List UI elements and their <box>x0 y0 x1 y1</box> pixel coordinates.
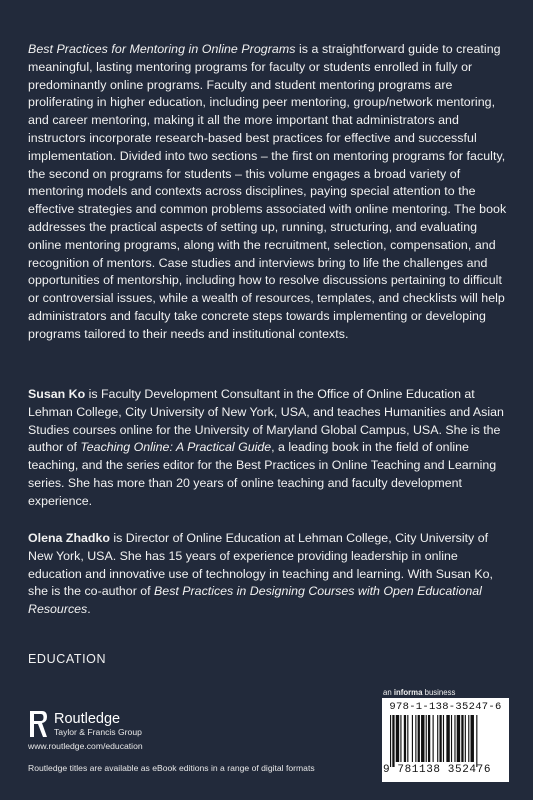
barcode-bar <box>457 715 460 762</box>
barcode-bar <box>433 715 434 762</box>
bio-book-title: Best Practices in Designing Courses with Open Educational Resources <box>28 584 482 617</box>
bio-text: is Faculty Development Consultant in the Office of Online Education at Lehman College, City University of New York, USA, and teaches Humanities and Asian Studies courses online for the University of Maryland Global Campus, USA. She is the author of <box>28 387 504 455</box>
barcode-bar <box>443 715 444 762</box>
publisher-url[interactable]: www.routledge.com/education <box>28 741 143 751</box>
barcode-bar <box>468 715 469 762</box>
isbn-text: 978-1-138-35247-6 <box>389 701 502 713</box>
barcode-bar <box>396 715 399 762</box>
barcode-bar <box>454 715 455 762</box>
publisher-logo <box>28 706 142 742</box>
barcode-bar <box>439 715 441 762</box>
barcode-bar <box>461 715 463 762</box>
author-bio-ko <box>28 386 512 511</box>
book-description <box>28 41 512 344</box>
barcode-bar <box>471 715 474 762</box>
bio-paragraph <box>28 386 512 511</box>
barcode-bar <box>404 715 406 762</box>
barcode-bar <box>421 715 424 762</box>
bio-paragraph <box>28 530 512 619</box>
barcode-bar <box>415 715 416 762</box>
barcode-bar <box>407 715 408 762</box>
bio-text: is Director of Online Education at Lehman College, City University of New York, USA. She has 15 years of experience providing leadership in online education and innovative use of technology in teaching and learning. With Susan Ko, she is the co-author of <box>28 531 493 599</box>
description-text: is a straightforward guide to creating meaningful, lasting mentoring programs for faculty or students enrolled in fully or predominantly online programs. Faculty and student mentoring programs are proliferating in higher education, including peer mentoring, group/network mentoring, and career mentoring, making it all the more important that administrators and instructors incorporate research-based best practices for effective and successful implementation. Divided into two sections – the first on mentoring programs for faculty, the second on programs for students – this volume engages a broad variety of mentoring models and contexts across disciplines, paying special attention to the effective strategies and common problems associated with online mentoring. The book addresses the practical aspects of setting up, running, structuring, and evaluating online mentoring programs, along with the recruitment, selection, compensation, and recognition of mentors. Case studies and interviews bring to life the challenges and opportunities of mentorship, including how to resolve discussions pertaining to difficult or controversial issues, while a wealth of resources, templates, and checklists will help administrators and faculty take concrete steps towards implementing or developing programs tailored to their needs and institutional contexts. <box>28 42 507 341</box>
barcode-bar <box>392 715 394 767</box>
bio-book-title: Teaching Online: A Practical Guide <box>80 440 272 455</box>
ebook-note: Routledge titles are available as eBook editions in a range of digital formats <box>28 763 315 773</box>
book-title: Best Practices for Mentoring in Online Programs <box>28 42 296 56</box>
barcode-bar <box>476 715 477 767</box>
description-paragraph <box>28 41 512 344</box>
bio-text: , a leading book in the field of online teaching, and the series editor for the Best Practices in Online Teaching and Learning series. She has more than 20 years of online teaching and faculty development experience. <box>28 440 497 508</box>
barcode-bar <box>437 715 438 762</box>
routledge-logo-icon <box>28 709 48 739</box>
publisher-name: Routledge <box>54 710 121 727</box>
author-name: Susan Ko <box>28 387 86 401</box>
barcode-bar <box>428 715 430 762</box>
author-bio-zhadko <box>28 530 512 619</box>
bio-text: . <box>87 602 91 617</box>
barcode-bar <box>412 715 413 762</box>
barcode-bar <box>400 715 401 762</box>
barcode-bar <box>418 715 420 762</box>
barcode-bar <box>446 715 449 762</box>
isbn-number: 9 781138 352476 <box>383 764 492 776</box>
barcode-bar <box>451 715 452 762</box>
author-name: Olena Zhadko <box>28 531 110 545</box>
barcode-bar <box>426 715 427 762</box>
subject-category: EDUCATION <box>28 652 107 666</box>
isbn-barcode <box>382 698 509 782</box>
barcode-bars <box>390 715 502 767</box>
barcode-bar <box>390 715 391 767</box>
informa-business-label: an informa business <box>383 688 456 697</box>
barcode-bar <box>465 715 466 762</box>
publisher-group: Taylor & Francis Group <box>54 726 142 737</box>
